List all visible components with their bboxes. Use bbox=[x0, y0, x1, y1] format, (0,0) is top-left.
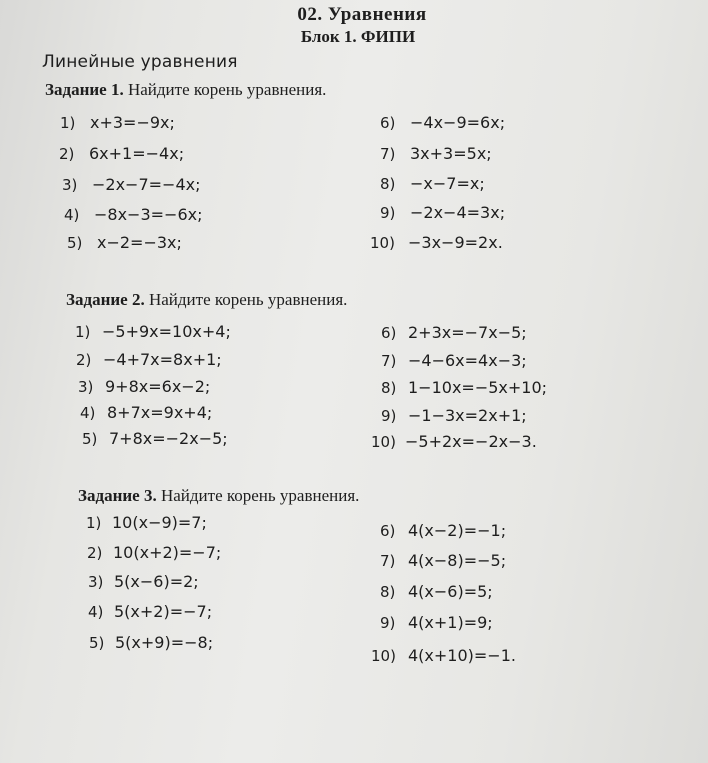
item-equation: 2+3x=−7x−5; bbox=[408, 323, 527, 342]
item-equation: 3x+3=5x; bbox=[410, 144, 492, 163]
item-number: 2) bbox=[59, 145, 75, 163]
task-1-item-5 bbox=[67, 233, 182, 252]
item-equation: 4(x+1)=9; bbox=[408, 613, 493, 632]
item-number: 5) bbox=[82, 430, 98, 448]
task-3-item-9 bbox=[380, 613, 493, 632]
item-equation: x+3=−9x; bbox=[90, 113, 175, 132]
task-2-text: Найдите корень уравнения. bbox=[148, 290, 348, 309]
task-2-item-8 bbox=[381, 378, 547, 397]
task-1-item-2 bbox=[59, 144, 184, 163]
item-equation: 4(x−8)=−5; bbox=[408, 551, 507, 570]
item-equation: −5+2x=−2x−3. bbox=[405, 432, 537, 451]
item-number: 10) bbox=[371, 647, 396, 665]
item-number: 9) bbox=[380, 204, 396, 222]
task-1-label: Задание 1. bbox=[45, 80, 124, 99]
item-equation: −5+9x=10x+4; bbox=[102, 322, 231, 341]
item-equation: 5(x+9)=−8; bbox=[115, 633, 214, 652]
item-number: 7) bbox=[381, 352, 397, 370]
item-number: 9) bbox=[381, 407, 397, 425]
item-number: 5) bbox=[67, 234, 83, 252]
item-equation: 10(x+2)=−7; bbox=[113, 543, 222, 562]
item-equation: −2x−7=−4x; bbox=[92, 175, 201, 194]
task-3-heading bbox=[78, 486, 359, 506]
task-2-item-3 bbox=[78, 377, 210, 396]
task-2-heading bbox=[66, 290, 347, 310]
item-number: 3) bbox=[62, 176, 78, 194]
item-number: 5) bbox=[89, 634, 105, 652]
page-title: 02. Уравнения bbox=[297, 4, 427, 25]
item-equation: 9+8x=6x−2; bbox=[105, 377, 211, 396]
item-equation: −1−3x=2x+1; bbox=[408, 406, 527, 425]
task-1-item-7 bbox=[380, 144, 492, 163]
task-1-item-3 bbox=[62, 175, 201, 194]
task-3-item-1 bbox=[86, 513, 207, 532]
item-equation: x−2=−3x; bbox=[97, 233, 182, 252]
task-2-label: Задание 2. bbox=[66, 290, 145, 309]
item-number: 2) bbox=[76, 351, 92, 369]
item-equation: 4(x−6)=5; bbox=[408, 582, 493, 601]
task-3-item-8 bbox=[380, 582, 493, 601]
item-number: 7) bbox=[380, 145, 396, 163]
task-2-item-1 bbox=[75, 322, 231, 341]
task-2-item-9 bbox=[381, 406, 527, 425]
item-number: 3) bbox=[78, 378, 94, 396]
task-2-item-4 bbox=[80, 403, 212, 422]
item-equation: 8+7x=9x+4; bbox=[107, 403, 213, 422]
item-equation: −4+7x=8x+1; bbox=[103, 350, 222, 369]
item-number: 8) bbox=[381, 379, 397, 397]
item-number: 10) bbox=[370, 234, 395, 252]
item-number: 8) bbox=[380, 583, 396, 601]
task-3-item-5 bbox=[89, 633, 213, 652]
item-equation: 4(x−2)=−1; bbox=[408, 521, 507, 540]
task-3-item-7 bbox=[380, 551, 506, 570]
item-number: 4) bbox=[80, 404, 96, 422]
item-number: 6) bbox=[380, 114, 396, 132]
item-number: 2) bbox=[87, 544, 103, 562]
item-equation: −3x−9=2x. bbox=[408, 233, 503, 252]
task-1-item-6 bbox=[380, 113, 505, 132]
task-1-item-9 bbox=[380, 203, 505, 222]
item-equation: 10(x−9)=7; bbox=[112, 513, 207, 532]
task-3-item-2 bbox=[87, 543, 221, 562]
task-2-item-6 bbox=[381, 323, 527, 342]
item-equation: 5(x−6)=2; bbox=[114, 572, 199, 591]
task-1-heading bbox=[45, 80, 326, 100]
task-2-item-10 bbox=[371, 432, 537, 451]
item-number: 4) bbox=[64, 206, 80, 224]
task-1-item-4 bbox=[64, 205, 203, 224]
item-equation: −2x−4=3x; bbox=[410, 203, 506, 222]
task-2-item-2 bbox=[76, 350, 222, 369]
task-1-item-1 bbox=[60, 113, 175, 132]
item-equation: −4x−9=6x; bbox=[410, 113, 506, 132]
task-1-text: Найдите корень уравнения. bbox=[127, 80, 327, 99]
item-equation: 6x+1=−4x; bbox=[89, 144, 185, 163]
task-3-item-4 bbox=[88, 602, 212, 621]
item-number: 9) bbox=[380, 614, 396, 632]
item-number: 1) bbox=[86, 514, 102, 532]
task-3-label: Задание 3. bbox=[78, 486, 157, 505]
task-1-item-10 bbox=[370, 233, 503, 252]
item-equation: −4−6x=4x−3; bbox=[408, 351, 527, 370]
task-3-item-6 bbox=[380, 521, 506, 540]
item-number: 10) bbox=[371, 433, 396, 451]
item-equation: −8x−3=−6x; bbox=[94, 205, 203, 224]
item-number: 7) bbox=[380, 552, 396, 570]
item-equation: 7+8x=−2x−5; bbox=[109, 429, 228, 448]
task-2-item-5 bbox=[82, 429, 228, 448]
item-equation: −x−7=x; bbox=[410, 174, 485, 193]
task-3-text: Найдите корень уравнения. bbox=[160, 486, 360, 505]
item-equation: 1−10x=−5x+10; bbox=[408, 378, 548, 397]
task-2-item-7 bbox=[381, 351, 527, 370]
item-number: 1) bbox=[75, 323, 91, 341]
task-3-item-10 bbox=[371, 646, 516, 665]
item-number: 3) bbox=[88, 573, 104, 591]
item-equation: 5(x+2)=−7; bbox=[114, 602, 213, 621]
page-subtitle: Блок 1. ФИПИ bbox=[300, 27, 416, 46]
task-1-item-8 bbox=[380, 174, 485, 193]
item-number: 6) bbox=[380, 522, 396, 540]
section-title: Линейные уравнения bbox=[42, 52, 238, 72]
item-number: 1) bbox=[60, 114, 76, 132]
item-equation: 4(x+10)=−1. bbox=[408, 646, 516, 665]
item-number: 6) bbox=[381, 324, 397, 342]
item-number: 8) bbox=[380, 175, 396, 193]
item-number: 4) bbox=[88, 603, 104, 621]
task-3-item-3 bbox=[88, 572, 199, 591]
